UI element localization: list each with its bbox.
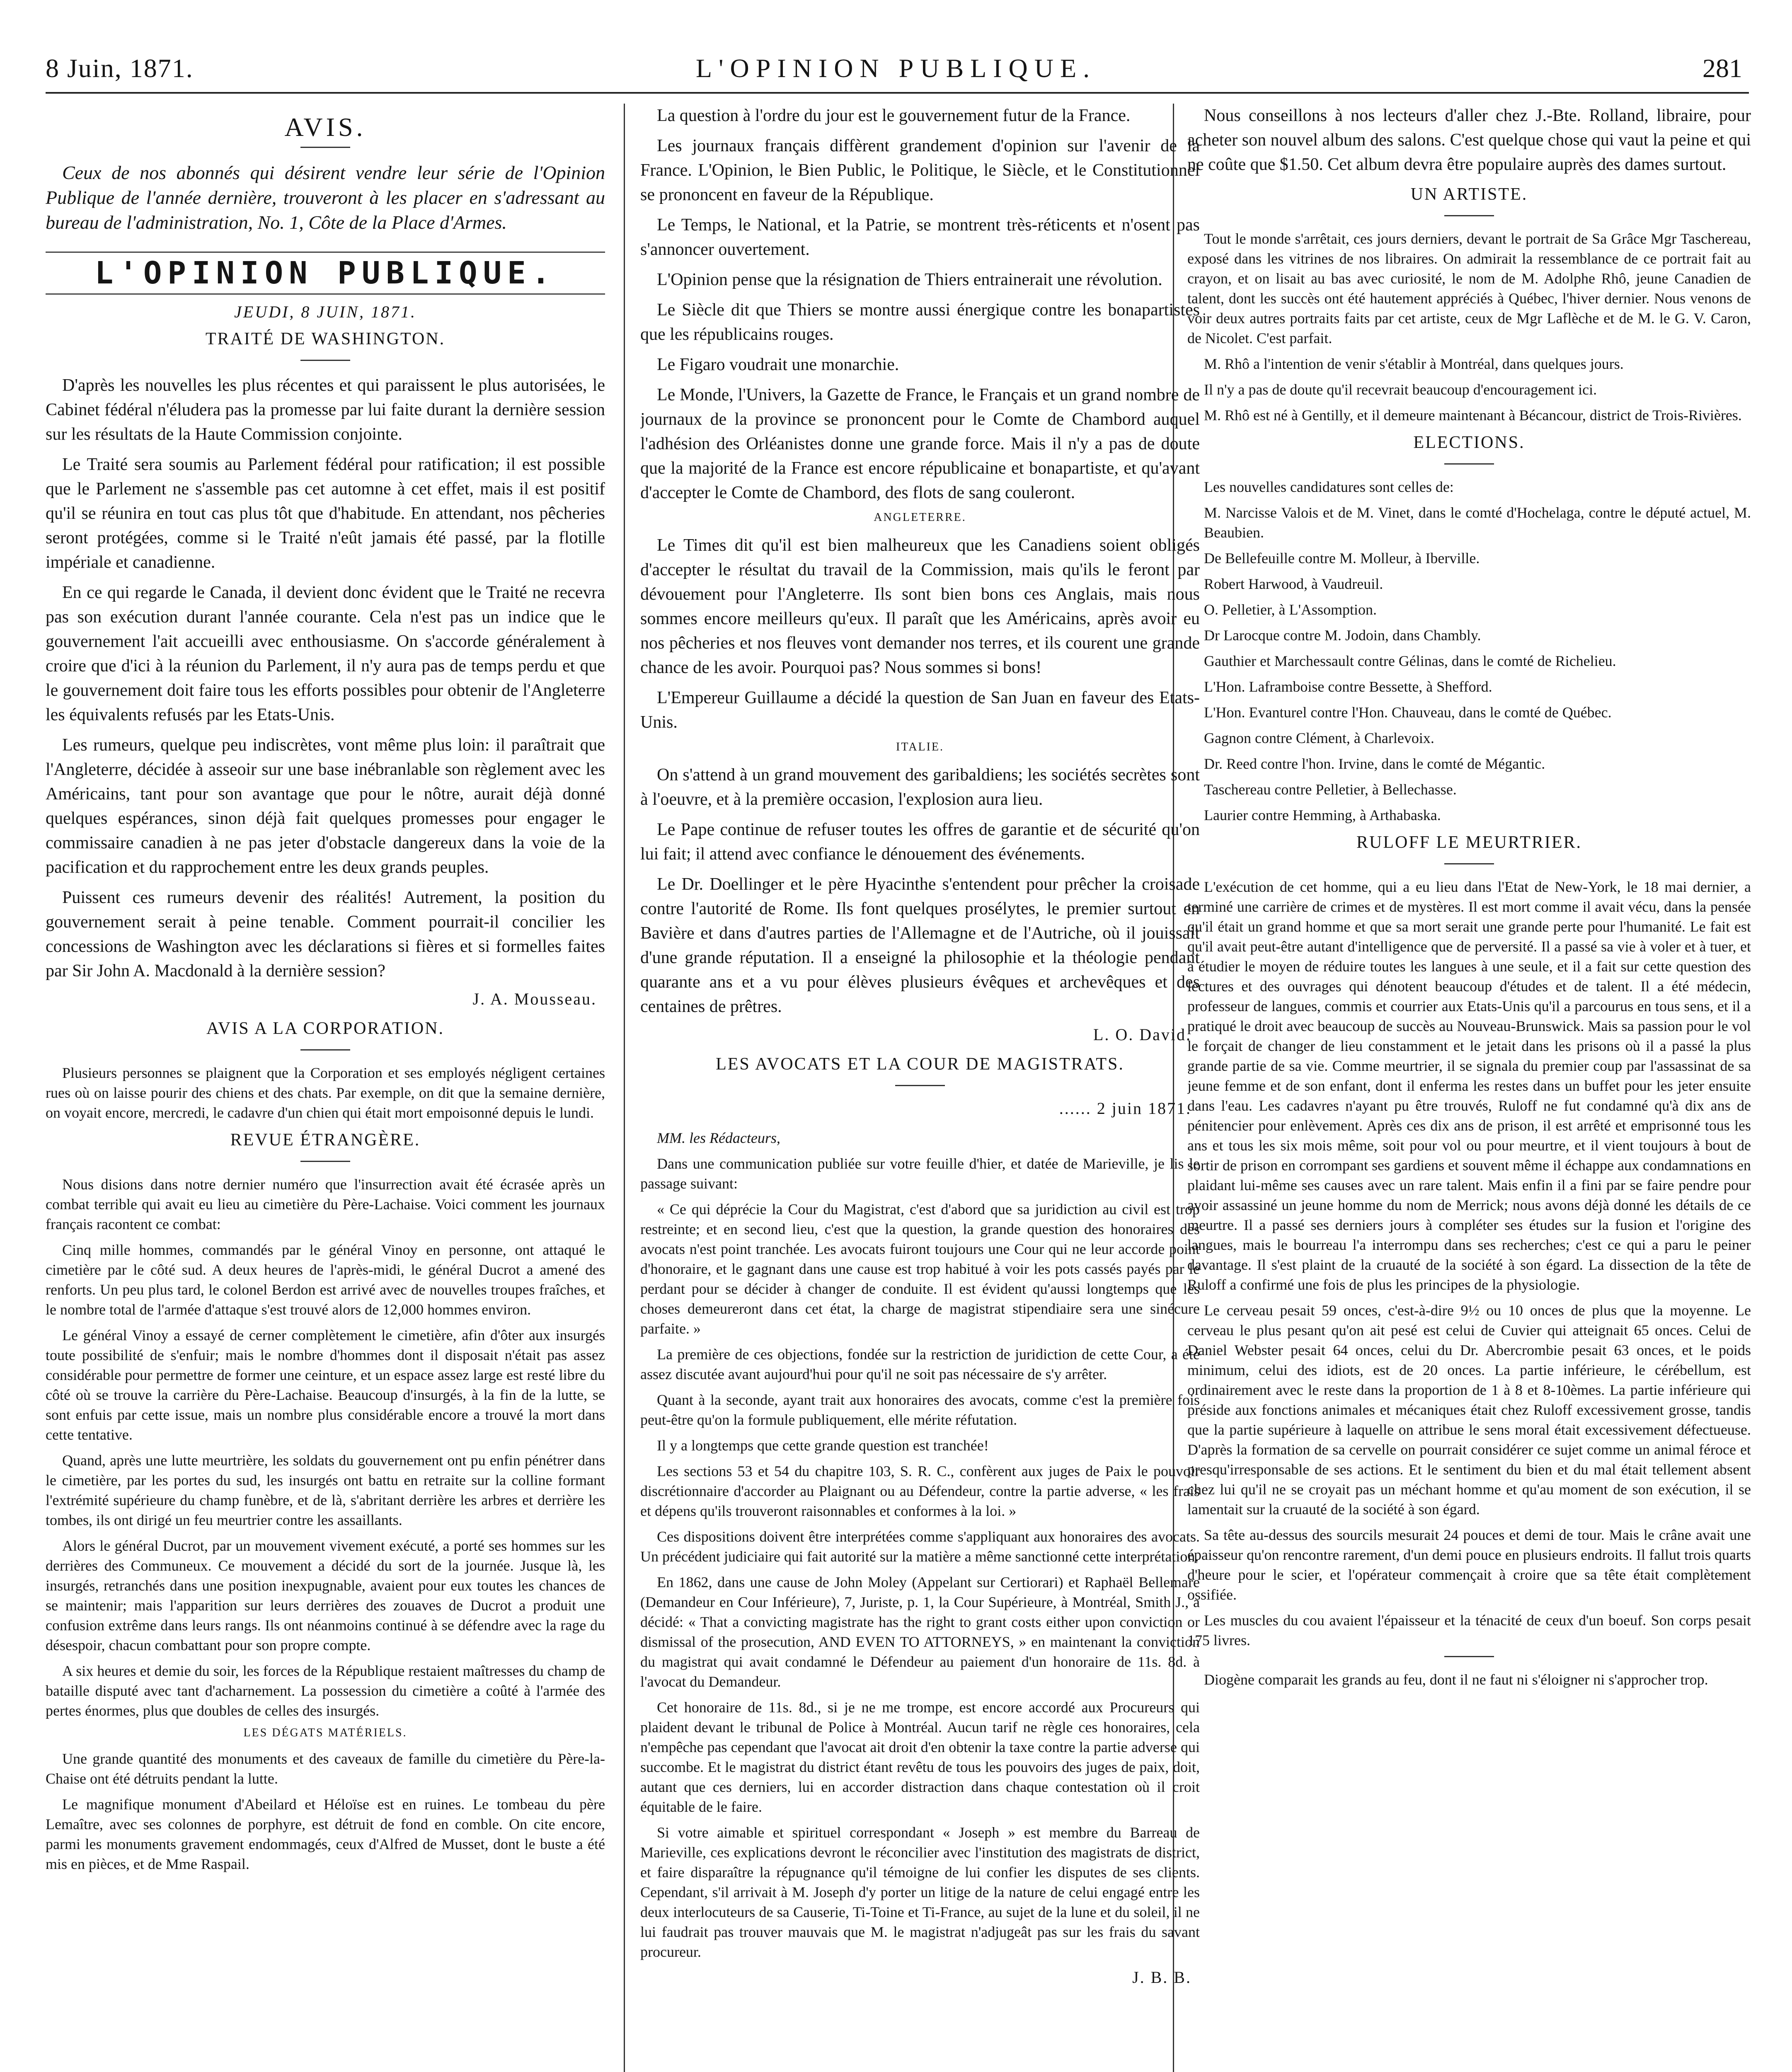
list-item: L'Hon. Laframboise contre Bessette, à Shefford. [1204, 678, 1492, 695]
paragraph: Le Times dit qu'il est bien malheureux que les Canadiens soient obligés d'accepter le résultat du travail de la Commission, mais qu'ils le feront par dévouement pour l'Angleterre. Ils sont bien bons ces Anglais, mais nous sommes encore meilleurs qu'eux. Il paraît que les Américains, après avoir eu nos pêcheries et nos fleuves vont demander nos terres, et ils courent une grande chance de les avoir. Pourquoi pas? Nous sommes si bons! [640, 536, 1200, 677]
divider [300, 1049, 350, 1051]
list-item: Dr. Reed contre l'hon. Irvine, dans le comté de Mégantic. [1204, 755, 1545, 772]
subheading: LES DÉGATS MATÉRIELS. [243, 1726, 407, 1739]
page-number: 281 [1702, 53, 1742, 83]
newspaper-title: L'OPINION PUBLIQUE. [695, 53, 1097, 83]
divider [300, 360, 350, 361]
paragraph: Le Pape continue de refuser toutes les offres de garantie et de sécurité qu'on lui fait; il attend avec confiance le dénouement des événements. [640, 820, 1200, 864]
divider [895, 1085, 945, 1086]
salutation: MM. les Rédacteurs, [657, 1130, 780, 1146]
paragraph: Nous conseillons à nos lecteurs d'aller chez J.-Bte. Rolland, libraire, pour acheter son nouvel album des salons. C'est quelque chose qui vaut la peine et qui ne coûte que $1.50. Cet album devra être populaire auprès des dames surtout. [1187, 106, 1751, 174]
column-3 [1187, 104, 1751, 2072]
subheading: ITALIE. [896, 741, 944, 753]
signature: J. B. B. [1132, 1968, 1191, 1987]
paragraph: D'après les nouvelles les plus récentes et qui paraissent le plus autorisées, le Cabinet fédéral n'éludera pas la promesse par lui faite durant la dernière session sur les résultats de la Haute Commission conjointe. [46, 376, 605, 444]
paragraph: L'Empereur Guillaume a décidé la question de San Juan en faveur des Etats-Unis. [640, 688, 1200, 732]
signature: L. O. David. [1093, 1025, 1191, 1044]
paragraph: Cinq mille hommes, commandés par le général Vinoy en personne, ont attaqué le cimetière par le côté sud. A deux heures de l'après-midi, le général Ducrot a amené des renforts. Un peu plus tard, le colonel Berdon est arrivé avec de nouvelles troupes fraîches, et le nombre total de l'armée d'attaque s'est trouvé alors de 12,000 hommes environ. [46, 1242, 605, 1318]
article-title: RULOFF LE MEURTRIER. [1356, 833, 1582, 852]
paragraph: L'Opinion pense que la résignation de Thiers entrainerait une révolution. [657, 270, 1162, 289]
column-rule [624, 104, 625, 2072]
list-item: Laurier contre Hemming, à Arthabaska. [1204, 807, 1441, 823]
list-item: Robert Harwood, à Vaudreuil. [1204, 576, 1383, 592]
paragraph: Le Figaro voudrait une monarchie. [657, 355, 899, 374]
list-item: De Bellefeuille contre M. Molleur, à Iberville. [1204, 550, 1480, 566]
column-2 [640, 104, 1200, 2072]
paragraph: Les muscles du cou avaient l'épaisseur et la ténacité de ceux d'un boeuf. Son corps pesait 175 livres. [1187, 1612, 1751, 1648]
paragraph: Les nouvelles candidatures sont celles de: [1204, 479, 1454, 495]
list-item: Gauthier et Marchessault contre Gélinas, dans le comté de Richelieu. [1204, 653, 1616, 669]
paragraph: A six heures et demie du soir, les forces de la République restaient maîtresses du champ de bataille disputé avec tant d'acharnement. La possession du cimetière a coûté à l'armée des pertes énormes, plus que doubles de celles des insurgés. [46, 1663, 605, 1719]
paragraph: Dans une communication publiée sur votre feuille d'hier, et datée de Marieville, je lis le passage suivant: [640, 1155, 1200, 1192]
paragraph: Diogène comparait les grands au feu, dont il ne faut ni s'éloigner ni s'approcher trop. [1204, 1671, 1708, 1688]
list-item: Gagnon contre Clément, à Charlevoix. [1204, 730, 1434, 746]
paragraph: Le magnifique monument d'Abeilard et Héloïse est en ruines. Le tombeau du père Lemaître, avec ses colonnes de porphyre, est détruit de fond en comble. On cite encore, parmi les monuments gravement endommagés, ceux d'Alfred de Musset, dont le buste a été mis en pièces, et de Mme Raspail. [46, 1796, 605, 1872]
article-title: REVUE ÉTRANGÈRE. [230, 1130, 421, 1150]
paragraph: La première de ces objections, fondée sur la restriction de juridiction de cette Cour, a été assez discutée avant aujourd'hui pour qu'il ne soit pas nécessaire de s'y arrêter. [640, 1346, 1200, 1382]
divider [1444, 215, 1494, 216]
paragraph: Tout le monde s'arrêtait, ces jours derniers, devant le portrait de Sa Grâce Mgr Taschereau, exposé dans les vitrines de nos libraires. On admirait la ressemblance de ce portrait fait au crayon, et on lisait au bas avec curiosité, le nom de M. Adolphe Rhô, jeune Canadien de talent, dont les succès ont été hautement appréciés à Québec, l'hiver dernier. Nous venons de voir deux autres portraits faits par cet artiste, ceux de Mgr Laflèche et de M. le G. V. Caron, de Nicolet. C'est parfait. [1187, 230, 1751, 346]
subheading: ANGLETERRE. [874, 511, 966, 524]
paragraph: M. Rhô a l'intention de venir s'établir à Montréal, dans quelques jours. [1204, 356, 1624, 372]
paragraph: Alors le général Ducrot, par un mouvement vivement exécuté, a porté ses hommes sur les derrières des Communeux. Ce mouvement a décidé du sort de la journée. Jusque là, les insurgés, retranchés dans une position inexpugnable, avaient pour eux toutes les chances de se maintenir; mais l'apparition sur leurs derrières des zouaves de Ducrot a produit une confusion extrême dans leurs rangs. Ils ont néanmoins continué à se défendre avec la rage du désespoir, chacun combattant pour son propre compte. [46, 1537, 605, 1653]
paragraph: Quant à la seconde, ayant trait aux honoraires des avocats, comme c'est la première fois peut-être qu'on la formule publiquement, elle mérite réfutation. [640, 1392, 1200, 1428]
paragraph: Nous disions dans notre dernier numéro que l'insurrection avait été écrasée après un combat terrible qui avait eu lieu au cimetière du Père-Lachaise. Voici comment les journaux français racontent ce combat: [46, 1176, 605, 1232]
divider [1444, 463, 1494, 465]
paragraph: Le général Vinoy a essayé de cerner complètement le cimetière, afin d'ôter aux insurgés toute possibilité de s'enfuir; mais le nombre d'hommes dont il disposait n'était pas assez considérable pour permettre de former une ceinture, et un espace assez large est resté libre du côté où se trouve la carrière du Père-Lachaise. Beaucoup d'insurgés, à la fin de la lutte, se sont enfuis par cette issue, mais un nombre plus considérable encore a trouvé la mort dans cette tentative. [46, 1327, 605, 1443]
paragraph: Le cerveau pesait 59 onces, c'est-à-dire 9½ ou 10 onces de plus que la moyenne. Le cerveau le plus pesant qu'on ait pesé est celui de Cuvier qui atteignait 65 onces. Celui de Daniel Webster pesait 64 onces, celui du Dr. Abercrombie pesait 63 onces, et le poids minimum, celui des idiots, est de 20 onces. La partie inférieure, le cérébellum, est ordinairement avec le reste dans la proportion de 1 à 8 et 8-10èmes. La partie inférieure qui préside aux fonctions animales et mécaniques était chez Ruloff excessivement grosse, tandis que la partie supérieure à laquelle on attribue le sens moral était excessivement défectueuse. D'après la formation de sa cervelle on pourrait considérer ce sujet comme un animal féroce et presqu'irresponsable de ses actions. Et le sentiment du bien et du mal était tellement absent chez lui qu'il ne se croyait pas un méchant homme et qu'au moment de son exécution, il se lamentait sur la cruauté de la société à son égard. [1187, 1302, 1751, 1518]
paragraph: En 1862, dans une cause de John Moley (Appelant sur Certiorari) et Raphaël Bellemare (Demandeur en Cour Inférieure), 7, Juriste, p. 1, la Cour Supérieure, à Montréal, Smith J., a décidé: « That a convicting magistrate has the right to grant costs either upon conviction or dismissal of the prosecution, AND EVEN TO ATTORNEYS, » en maintenant la conviction du magistrat qui avait condamné le Défendeur au paiement d'un honoraire de 11s. 8d. à l'avocat du Demandeur. [640, 1574, 1200, 1690]
paragraph: Les sections 53 et 54 du chapitre 103, S. R. C., confèrent aux juges de Paix le pouvoir discrétionnaire d'accorder au Plaignant ou au Défendeur, contre la partie adverse, « les frais et dépens qu'ils trouveront raisonnables et conformes à la loi. » [640, 1463, 1200, 1519]
article-title: ELECTIONS. [1413, 433, 1525, 452]
paragraph: M. Rhô est né à Gentilly, et il demeure maintenant à Bécancour, district de Trois-Rivières. [1204, 407, 1742, 424]
paragraph: « Ce qui déprécie la Cour du Magistrat, c'est d'abord que sa juridiction au civil est trop restreinte; et en second lieu, c'est que la question, la grande question des honoraires des avocats n'est point tranchée. Les avocats fuiront toujours une Cour qui ne leur accorde point d'honoraire, et le gagnant dans une cause est trop habitué à voir les pots cassés payés par le perdant pour se décider à changer de conduite. Il est évident qu'aussi longtemps que les choses demeureront dans cet état, la charge de magistrat stipendiaire sera une sinécure parfaite. » [640, 1201, 1200, 1337]
article-title: UN ARTISTE. [1410, 185, 1528, 204]
letter-date: ...... 2 juin 1871. [1059, 1099, 1191, 1118]
paragraph: On s'attend à un grand mouvement des garibaldiens; les sociétés secrètes sont à l'oeuvre, et à la première occasion, l'explosion aura lieu. [640, 765, 1200, 809]
paragraph: Il y a longtemps que cette grande question est tranchée! [657, 1437, 989, 1454]
divider [1444, 863, 1494, 864]
list-item: Dr Larocque contre M. Jodoin, dans Chambly. [1204, 627, 1481, 644]
paragraph: Quand, après une lutte meurtrière, les soldats du gouvernement ont pu enfin pénétrer dans le cimetière, par les portes du sud, les insurgés ont battu en retraite sur la colline formant l'extrémité supérieure du champ funèbre, et de là, s'abritant derrière les arbres et derrière les tombes, ils ont dirigé un feu meurtrier contre les assaillants. [46, 1452, 605, 1528]
paragraph: Plusieurs personnes se plaignent que la Corporation et ses employés négligent certaines rues où on laisse pourir des chiens et des chats. Par exemple, on dit que la semaine dernière, on voyait encore, mercredi, le cadavre d'un chien qui était mort empoisonné depuis le lundi. [46, 1065, 605, 1121]
avis-text: Ceux de nos abonnés qui désirent vendre leur série de l'Opinion Publique de l'année dernière, trouveront à les placer en s'adressant au bureau de l'administration, No. 1, Côte de la Place d'Armes. [46, 162, 605, 233]
paragraph: L'exécution de cet homme, qui a eu lieu dans l'Etat de New-York, le 18 mai dernier, a terminé une carrière de crimes et de mystères. Il est mort comme il avait vécu, dans la pensée qu'il était un grand homme et que sa mort serait une grande perte pour l'humanité. Le fait est qu'il avait peut-être autant d'intelligence que de perversité. Il a passé sa vie à voler et à tuer, et à étudier le moyen de réduire toutes les langues à une seule, et il a fait sur cette question des lectures et des ouvrages qui dénotent beaucoup d'études et de talent. Il a été médecin, professeur de langues, commis et courrier aux Etats-Unis qu'il a parcourus en tous sens, et il a pratiqué le droit avec beaucoup de succès au Nouveau-Brunswick. Mais sa passion pour le vol le forçait de changer de lieu constamment et le jetait dans les prisons où il a passé la plus grande partie de sa vie. Comme meurtrier, il se signala du premier coup par l'assassinat de sa jeune femme et de son enfant, dont il enferma les restes dans un buffet pour les jeter ensuite dans l'eau. Les cadavres n'ayant pu être trouvés, Ruloff ne fut condamné qu'à dix ans de pénitencier pour enlèvement. Après ces dix ans de prison, il est arrêté et emprisonné tous les ans et tous les six mois même, soit pour vol ou pour meurtre, et il vient toujours à bout de sortir de prison en corrompant ses gardiens et souvent même il échappe aux condamnations en plaidant lui-même ses causes avec un rare talent. Mais enfin il a fini par se faire pendre pour avoir assassiné un jeune homme du nom de Merrick; nous avons déjà donné les détails de ce meurtre. Il a passé ses derniers jours à compléter ses études sur la fusion et l'origine des langues, mais le bourreau l'a interrompu dans ses recherches; c'est ce qui a paru le peiner davantage. Il s'est plaint de la cruauté de la société à son égard. La dissection de la tête de Ruloff a confirmé une fois de plus les principes de la physiologie. [1187, 879, 1751, 1293]
paragraph: Le Temps, le National, et la Patrie, se montrent très-réticents et n'osent pas s'annoncer ouvertement. [640, 215, 1200, 259]
paragraph: Le Monde, l'Univers, la Gazette de France, le Français et un grand nombre de journaux de la province se prononcent pour le Comte de Chambord auquel l'adhésion des Orléanistes donne une grande force. Mais il n'y a pas de doute que la majorité de la France est encore républicaine et bonapartiste, et qu'avant d'accepter le Comte de Chambord, des flots de sang couleront. [640, 385, 1200, 502]
paragraph: Le Dr. Doellinger et le père Hyacinthe s'entendent pour prêcher la croisade contre l'autorité de Rome. Ils font quelques prosélytes, le premier surtout en Bavière et dans d'autres parties de l'Allemagne et de l'Autriche, où il jouissait d'une grande réputation. Il a enseigné la philosophie et la théologie pendant quarante ans et a vu pour élèves plusieurs évêques et archevêques et des centaines de prêtres. [640, 875, 1200, 1016]
avis-heading: AVIS. [284, 112, 366, 142]
paragraph: Puissent ces rumeurs devenir des réalités! Autrement, la position du gouvernement serait à peine tenable. Comment pourrait-il concilier les concessions de Washington avec les déclarations si fières et si formelles faites par Sir John A. Macdonald à la dernière session? [46, 888, 605, 980]
article-title: LES AVOCATS ET LA COUR DE MAGISTRATS. [716, 1055, 1124, 1074]
paragraph: La question à l'ordre du jour est le gouvernement futur de la France. [657, 106, 1131, 125]
article-title: TRAITÉ DE WASHINGTON. [205, 329, 446, 349]
paragraph: En ce qui regarde le Canada, il devient donc évident que le Traité ne recevra pas son exécution durant l'année courante. Cela n'est pas un indice que le gouvernement l'ait accueilli avec enthousiasme. On s'accorde généralement à croire que d'ici à la réunion du Parlement, il n'y aura pas de temps perdu et que le gouvernement doit faire tous les efforts possibles pour obtenir de l'Angleterre les équivalents refusés par les Etats-Unis. [46, 583, 605, 724]
paragraph: Il n'y a pas de doute qu'il recevrait beaucoup d'encouragement ici. [1204, 381, 1597, 398]
dateline: JEUDI, 8 JUIN, 1871. [234, 303, 417, 321]
paragraph: Cet honoraire de 11s. 8d., si je ne me trompe, est encore accordé aux Procureurs qui plaident devant le tribunal de Police à Montréal. Aucun tarif ne règle ces honoraires, cela n'empêche pas cependant que l'avocat ait droit d'en obtenir la taxe contre la partie adverse qui succombe. Et le magistrat du district étant revêtu de tous les pouvoirs des juges de paix, doit, autant que ces derniers, lui en accorder distraction dans chaque contestation où il croit équitable de le faire. [640, 1699, 1200, 1815]
paragraph: Une grande quantité des monuments et des caveaux de famille du cimetière du Père-la-Chaise ont été détruits pendant la lutte. [46, 1750, 605, 1787]
article-title: AVIS A LA CORPORATION. [206, 1019, 444, 1038]
page-header [0, 0, 1792, 104]
divider [300, 147, 350, 148]
paragraph: Sa tête au-dessus des sourcils mesurait 24 pouces et demi de tour. Mais le crâne avait une épaisseur qu'on rencontre rarement, d'un demi pouce en plusieurs endroits. Il fallut trois quarts d'heure pour le scier, et l'opérateur commençait à croire que sa tête était complètement ossifiée. [1187, 1527, 1751, 1603]
paragraph: Le Siècle dit que Thiers se montre aussi énergique contre les bonapartistes que les républicains rouges. [640, 300, 1200, 344]
masthead: L'OPINION PUBLIQUE. [46, 252, 605, 295]
paragraph: Ces dispositions doivent être interprétées comme s'appliquant aux honoraires des avocats. Un précédent judiciaire qui fait autorité sur la matière a même sanctionné cette interprétation. [640, 1528, 1200, 1565]
paragraph: Les rumeurs, quelque peu indiscrètes, vont même plus loin: il paraîtrait que l'Angleterre, décidée à asseoir sur une base inébranlable son règlement avec les Américains, tant pour son avantage que pour le nôtre, aurait déjà donné quelques espérances, sinon déjà fait quelques promesses pour engager le commissaire canadien à ne pas jeter d'obstacle dangereux dans la voie de la pacification et du rapprochement entre les deux grands peuples. [46, 736, 605, 877]
paragraph: Si votre aimable et spirituel correspondant « Joseph » est membre du Barreau de Marieville, ces explications devront le réconcilier avec l'institution des magistrats de district, et faire disparaître la répugnance qu'il témoigne de lui confier les disputes de ses clients. Cependant, s'il arrivait à M. Joseph d'y porter un litige de la nature de celui engagé entre les deux interlocuteurs de sa Causerie, Ti-Toine et Ti-France, au sujet de la lune et du soleil, il ne lui faudrait pas trouver mauvais que M. le magistrat n'adjugeât pas sur les frais du savant procureur. [640, 1824, 1200, 1960]
paragraph: Le Traité sera soumis au Parlement fédéral pour ratification; il est possible que le Parlement ne s'assemble pas cet automne à cet effet, mais il est positif qu'il se réunira en tout cas plus tôt que d'habitude. En attendant, nos pêcheries seront protégées, comme si le Traité n'eût jamais été passé, par la flotille impériale et canadienne. [46, 455, 605, 572]
list-item: Taschereau contre Pelletier, à Bellechasse. [1204, 781, 1457, 798]
paragraph: Les journaux français diffèrent grandement d'opinion sur l'avenir de la France. L'Opinion, le Bien Public, le Politique, le Siècle, et le Constitutionnel se prononcent en faveur de la République. [640, 136, 1200, 204]
divider [300, 1161, 350, 1162]
list-item: M. Narcisse Valois et de M. Vinet, dans le comté d'Hochelaga, contre le député actuel, M. Beaubien. [1204, 504, 1751, 541]
signature: J. A. Mousseau. [472, 990, 597, 1008]
list-item: L'Hon. Evanturel contre l'Hon. Chauveau, dans le comté de Québec. [1204, 704, 1612, 721]
header-rule [46, 92, 1749, 94]
issue-date: 8 Juin, 1871. [46, 53, 194, 83]
column-1 [46, 104, 605, 2072]
divider [1444, 1656, 1494, 1657]
list-item: O. Pelletier, à L'Assomption. [1204, 601, 1377, 618]
